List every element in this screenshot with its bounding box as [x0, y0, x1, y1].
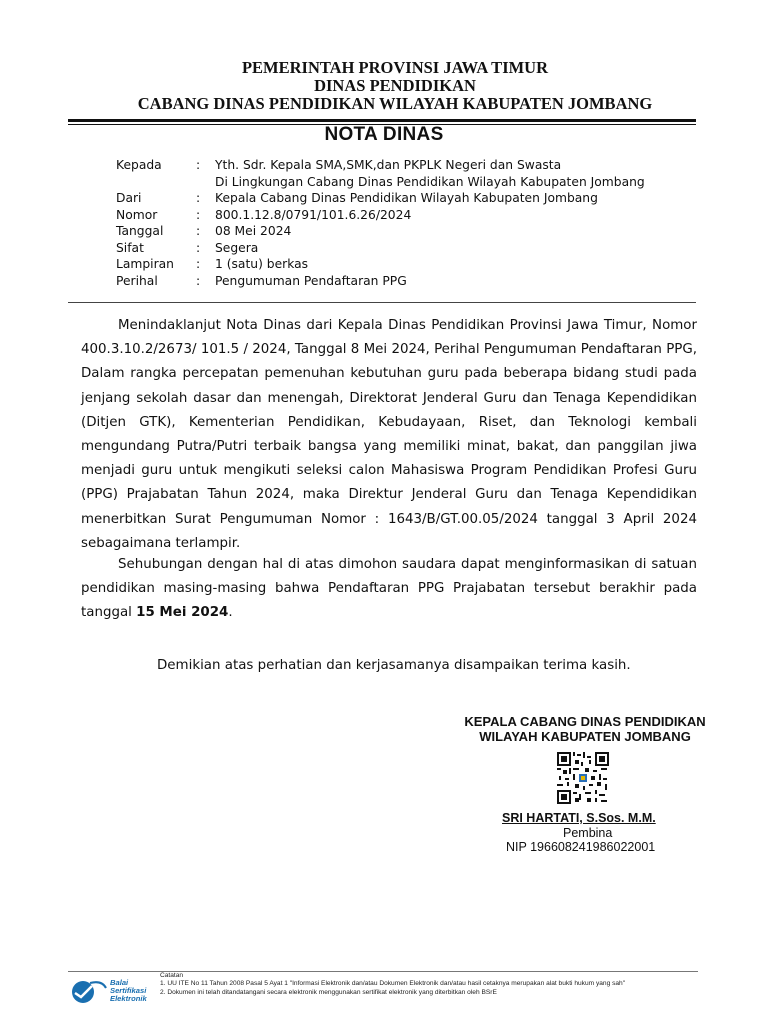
meta-label: Nomor	[116, 207, 158, 222]
meta-value: 800.1.12.8/0791/101.6.26/2024	[215, 207, 412, 222]
bsre-logo-text	[110, 979, 147, 1004]
letterhead-rule-thick	[68, 119, 696, 122]
meta-colon: :	[196, 224, 201, 238]
meta-colon: :	[196, 158, 201, 172]
bsre-text-line-1: Balai	[110, 978, 129, 987]
bsre-text-line-2: Sertifikasi	[110, 986, 147, 996]
footer-note-2: 2. Dokumen ini telah ditandatangani secara elektronik menggunakan sertifikat elektronik yang diterbitkan oleh BSrE	[160, 988, 497, 996]
meta-value: Kepala Cabang Dinas Pendidikan Wilayah Kabupaten Jombang	[215, 191, 598, 205]
bsre-text-line-3: Elektronik	[110, 994, 147, 1004]
paragraph-2-end: .	[228, 605, 233, 621]
signatory-rank: Pembina	[563, 826, 613, 840]
bsre-logo-icon	[70, 978, 108, 1004]
meta-value: 1 (satu) berkas	[215, 257, 309, 271]
qr-code-icon	[557, 752, 609, 804]
meta-value: Segera	[215, 240, 259, 255]
meta-label: Dari	[116, 191, 142, 205]
meta-value: Pengumuman Pendaftaran PPG	[215, 273, 407, 288]
meta-colon: :	[196, 191, 201, 205]
body-paragraph-1: Menindaklanjut Nota Dinas dari Kepala Dinas Pendidikan Provinsi Jawa Timur, Nomor 400.3.10.2/2673/ 101.5 / 2024, Tanggal 8 Mei 2024, Perihal Pengumuman Pendaftaran PPG, Dalam rangka percepatan pemenuhan kebutuhan guru pada beberapa bidang studi pada jenjang sekolah dasar dan menengah, Direktorat Jenderal Guru dan Tenaga Kependidikan (Ditjen GTK), Kementerian Pendidikan, Kebudayaan, Riset, dan Teknologi kembali mengundang Putra/Putri terbaik bangsa yang memiliki minat, bakat, dan panggilan jiwa menjadi guru untuk mengikuti seleksi calon Mahasiswa Program Pendidikan Profesi Guru (PPG) Prajabatan Tahun 2024, maka Direktur Jenderal Guru dan Tenaga Kependidikan menerbitkan Surat Pengumuman Nomor : 1643/B/GT.00.05/2024 tanggal 3 April 2024 sebagaimana terlampir.	[81, 318, 697, 551]
footer-notes	[160, 972, 625, 997]
document-title: NOTA DINAS	[324, 124, 444, 145]
meta-colon: :	[196, 273, 201, 288]
letterhead-line-2: DINAS PENDIDIKAN	[314, 76, 476, 95]
closing-sentence: Demikian atas perhatian dan kerjasamanya disampaikan terima kasih.	[157, 658, 631, 673]
paragraph-2-text: Sehubungan dengan hal di atas dimohon saudara dapat menginformasikan di satuan pendidikan masing-masing bahwa Pendaftaran PPG Prajabatan tersebut berakhir pada tanggal	[81, 557, 697, 621]
meta-value: Yth. Sdr. Kepala SMA,SMK,dan PKPLK Negeri dan Swasta	[215, 158, 562, 172]
meta-label: Perihal	[116, 273, 158, 288]
body-paragraph-2	[81, 553, 697, 626]
deadline-date: 15 Mei 2024	[136, 605, 229, 621]
meta-value: Di Lingkungan Cabang Dinas Pendidikan Wilayah Kabupaten Jombang	[215, 174, 645, 189]
meta-label: Sifat	[116, 240, 144, 255]
meta-label: Lampiran	[116, 257, 174, 271]
meta-label: Tanggal	[116, 224, 164, 238]
meta-label: Kepada	[116, 158, 162, 172]
meta-colon: :	[196, 240, 201, 255]
footer-notes-title: Catatan	[160, 972, 184, 979]
footer-note-1: 1. UU ITE No 11 Tahun 2008 Pasal 5 Ayat 1 "Informasi Elektronik dan/atau Dokumen Elektronik dan/atau hasil cetaknya merupakan alat bukti hukum yang sah"	[160, 980, 626, 988]
letterhead-line-3: CABANG DINAS PENDIDIKAN WILAYAH KABUPATEN JOMBANG	[137, 94, 653, 113]
signatory-title-line-1: KEPALA CABANG DINAS PENDIDIKAN	[464, 714, 706, 729]
meta-colon: :	[196, 207, 201, 222]
header-divider	[68, 302, 696, 303]
meta-value: 08 Mei 2024	[215, 224, 292, 238]
letterhead-line-1: PEMERINTAH PROVINSI JAWA TIMUR	[241, 58, 549, 77]
meta-colon: :	[196, 257, 201, 271]
signatory-name: SRI HARTATI, S.Sos. M.M.	[502, 811, 656, 825]
signatory-title-line-2: WILAYAH KABUPATEN JOMBANG	[479, 729, 691, 744]
signatory-nip: NIP 196608241986022001	[506, 840, 656, 854]
